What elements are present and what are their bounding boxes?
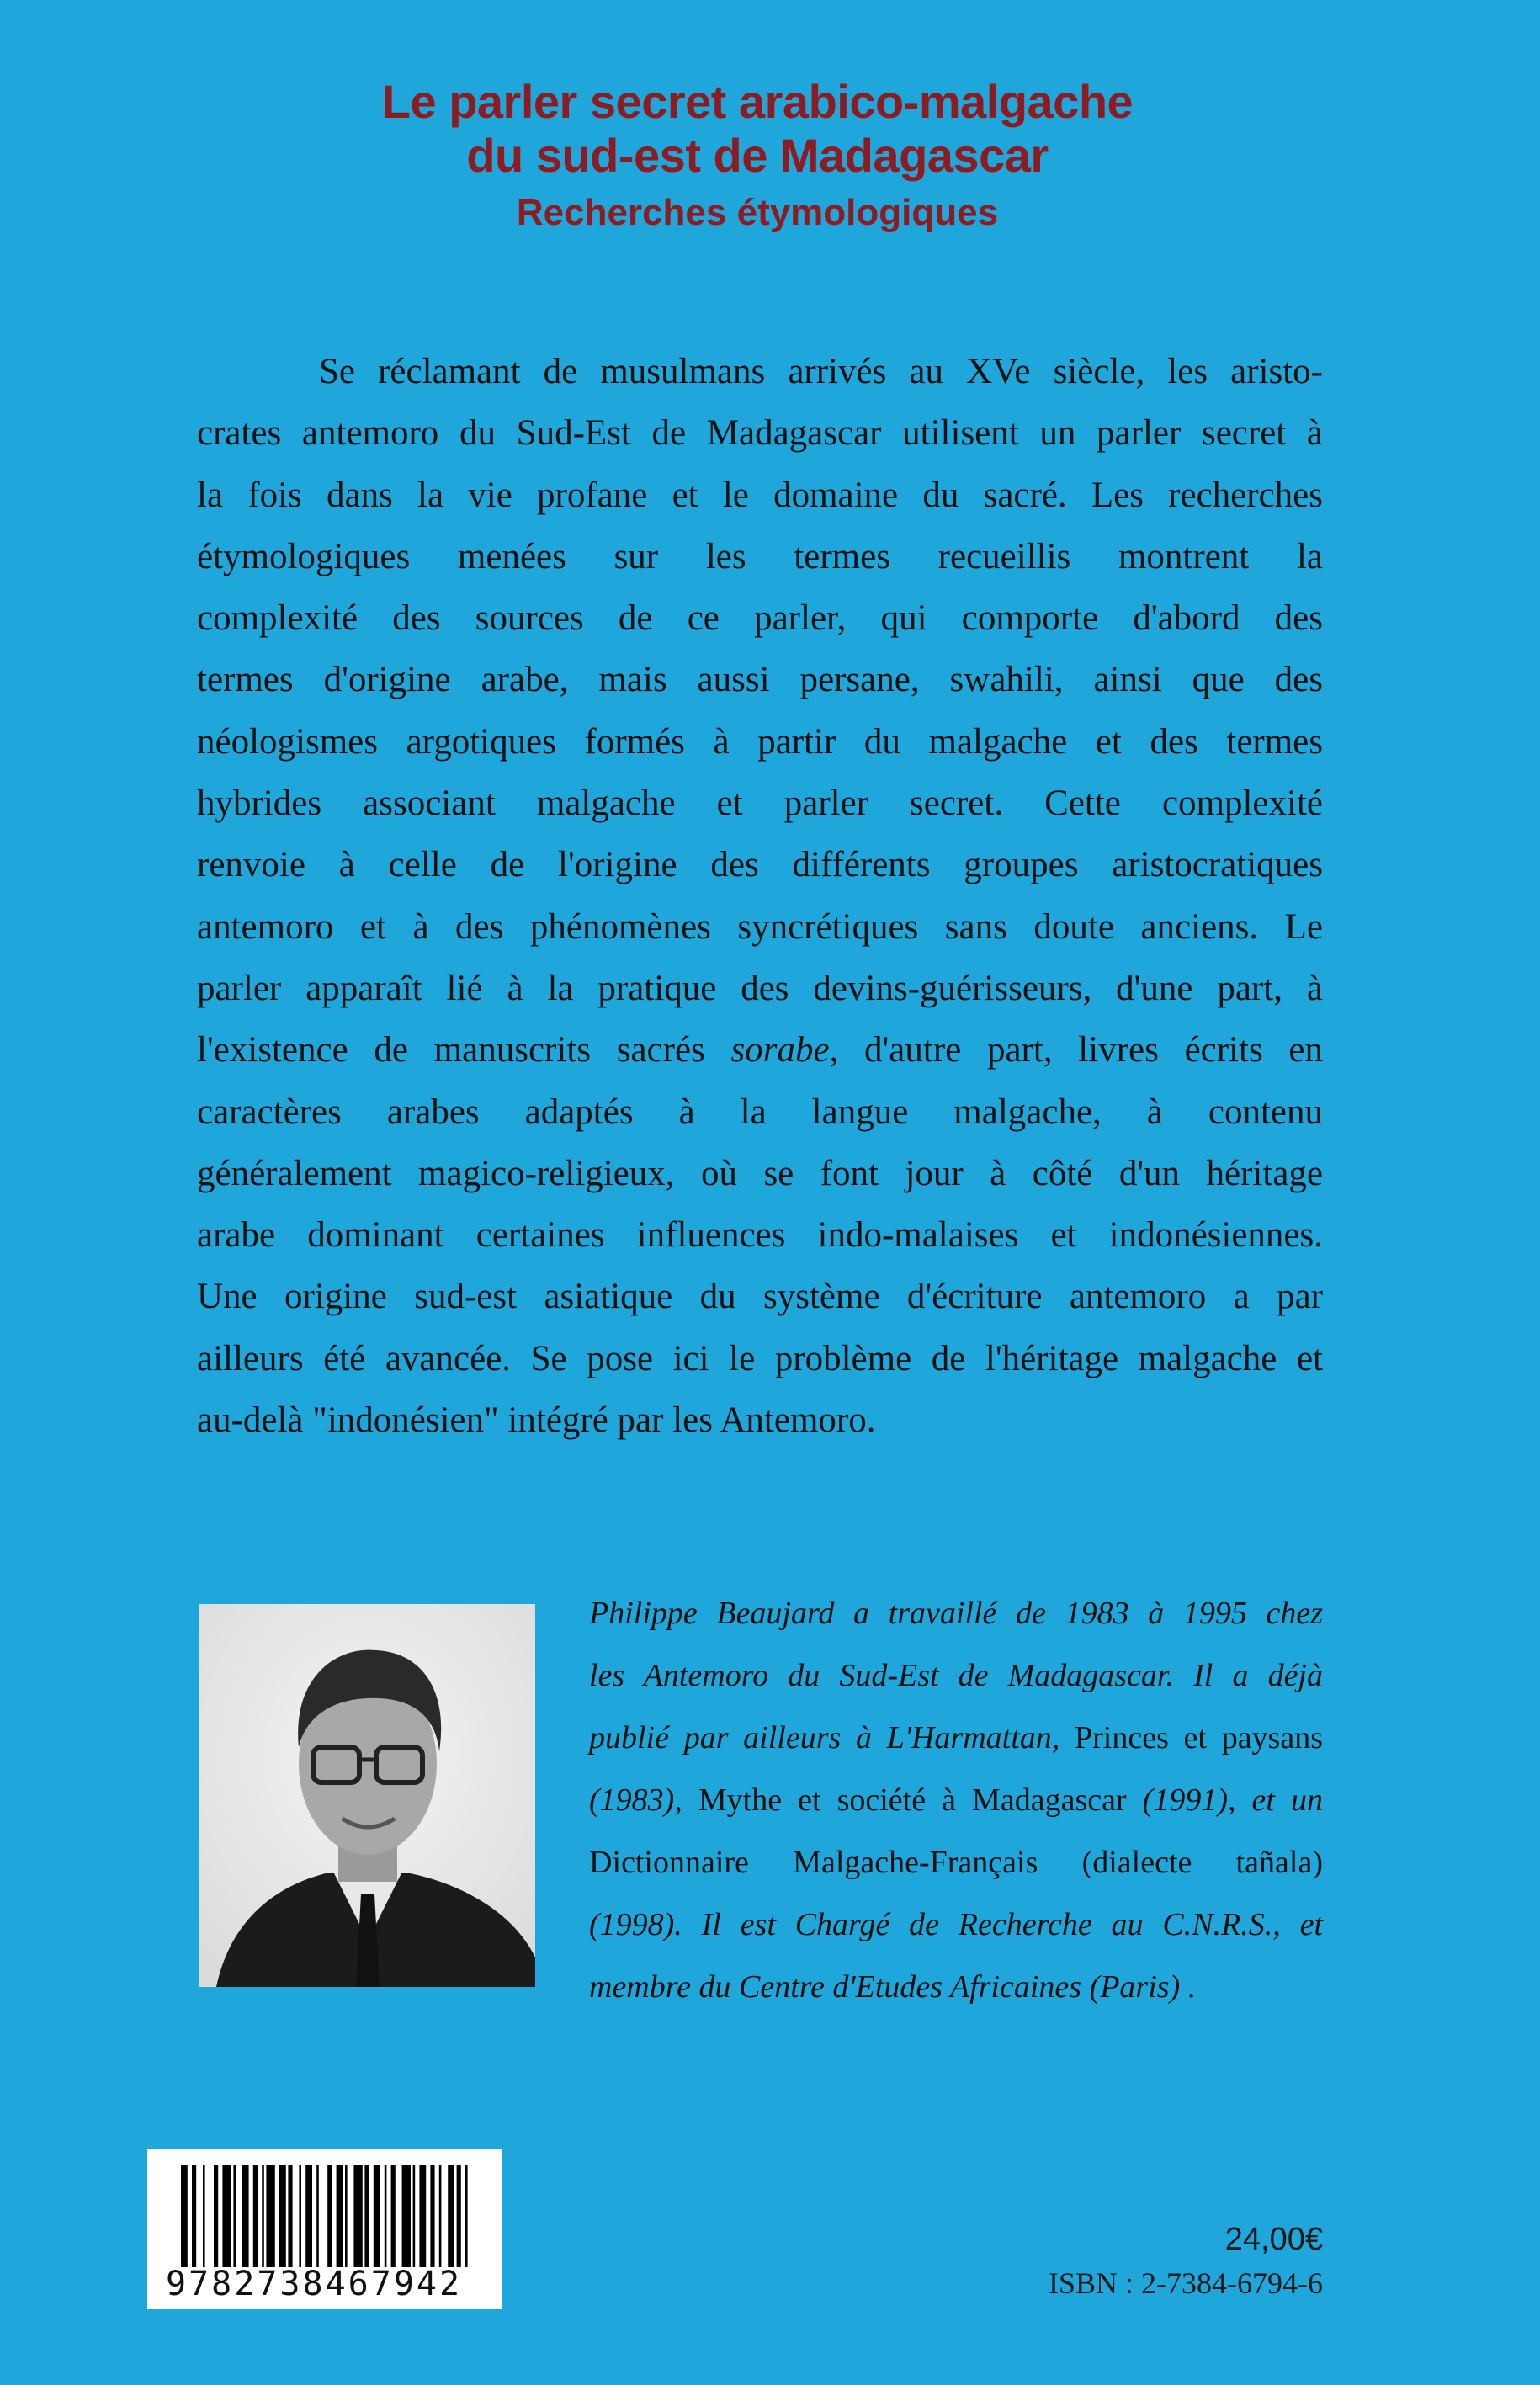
barcode-bar: [364, 2165, 369, 2271]
barcode-bar: [222, 2165, 231, 2271]
price: 24,00€: [1224, 2222, 1323, 2257]
text-segment: Une origine sud-est asiatique du système d'écriture antemoro a par: [197, 1277, 1323, 1317]
text-segment: Princes et paysans: [1074, 1720, 1323, 1756]
text-segment: caractères arabes adaptés à la langue malgache, à contenu: [197, 1092, 1323, 1132]
text-line: [589, 1644, 1323, 1707]
text-line: [197, 1266, 1323, 1327]
barcode-bar: [253, 2165, 258, 2271]
isbn: ISBN : 2-7384-6794-6: [1049, 2266, 1323, 2300]
barcode-bar: [299, 2165, 301, 2271]
text-segment: arabe dominant certaines influences indo-malaises et indonésiennes.: [197, 1215, 1323, 1256]
barcode-bar: [391, 2165, 396, 2271]
barcode-bar: [262, 2165, 264, 2271]
text-segment: la fois dans la vie profane et le domaine du sacré. Les recherches: [197, 475, 1323, 515]
text-line: [197, 341, 1323, 402]
barcode-bar: [419, 2165, 426, 2271]
barcode-bar: [192, 2165, 196, 2271]
text-line: [197, 1019, 1323, 1081]
barcode-bar: [430, 2165, 434, 2271]
text-segment: Dictionnaire Malgache-Français (dialecte tañala): [589, 1845, 1323, 1880]
text-line: [197, 834, 1323, 895]
text-line: [197, 465, 1323, 526]
text-segment: au-delà "indonésien" intégré par les Antemoro.: [197, 1400, 876, 1441]
text-line: [589, 1707, 1323, 1769]
barcode-bar: [203, 2165, 205, 2271]
barcode-bar: [345, 2165, 348, 2271]
barcode-bar: [242, 2165, 249, 2271]
barcode-bar: [402, 2165, 411, 2271]
barcode-bar: [337, 2165, 343, 2271]
text-segment: les Antemoro du Sud-Est de Madagascar. Il a déjà: [589, 1658, 1323, 1693]
text-segment: Se réclamant de musulmans arrivés au XVe siècle, les aristo-: [319, 352, 1323, 391]
barcode-bar: [439, 2165, 442, 2271]
barcode-bar: [214, 2165, 218, 2271]
barcode-bar: [316, 2165, 319, 2271]
barcode-bar: [457, 2165, 461, 2271]
text-segment: Mythe et société à Madagascar: [698, 1782, 1143, 1818]
text-line: [197, 402, 1323, 464]
barcode-bar: [327, 2165, 332, 2271]
text-line: [197, 896, 1323, 958]
text-line: [197, 1328, 1323, 1389]
text-line: [197, 773, 1323, 834]
author-photo: [199, 1604, 535, 1987]
barcode-bar: [413, 2165, 416, 2271]
barcode-bar: [465, 2165, 468, 2271]
barcode-bar: [448, 2165, 454, 2271]
text-segment: , d'autre part, livres écrits en: [829, 1030, 1323, 1070]
barcode-bar: [353, 2165, 362, 2271]
text-line: [197, 1389, 1323, 1451]
text-segment: parler apparaît lié à la pratique des devins-guérisseurs, d'une part, à: [197, 968, 1323, 1008]
text-segment: étymologiques menées sur les termes recueillis montrent la: [197, 536, 1323, 576]
barcode-bar: [181, 2165, 188, 2271]
text-segment: termes d'origine arabe, mais aussi persane, swahili, ainsi que des: [197, 660, 1323, 700]
text-line: [589, 1894, 1323, 1956]
text-line: [589, 1582, 1323, 1644]
text-line: [197, 649, 1323, 710]
barcode-bar: [374, 2165, 380, 2271]
text-line: [197, 1204, 1323, 1266]
text-line: [197, 1143, 1323, 1204]
text-line: [197, 587, 1323, 649]
author-bio: [589, 1582, 1323, 2018]
text-segment: crates antemoro du Sud-Est de Madagascar utilisent un parler secret à: [197, 413, 1323, 454]
text-line: [197, 526, 1323, 587]
barcode-bar: [288, 2165, 292, 2271]
text-line: [197, 1081, 1323, 1143]
text-segment: renvoie à celle de l'origine des différents groupes aristocratiques: [197, 845, 1323, 885]
barcode-bar: [385, 2165, 387, 2271]
text-segment: hybrides associant malgache et parler secret. Cette complexité: [197, 783, 1323, 824]
text-line: [589, 1831, 1323, 1894]
text-segment: l'existence de manuscrits sacrés: [197, 1030, 731, 1070]
text-segment: (1991), et un: [1142, 1782, 1323, 1818]
barcode-bar: [279, 2165, 286, 2271]
text-segment: Philippe Beaujard a travaillé de 1983 à 1995 chez: [589, 1596, 1323, 1631]
text-segment: néologismes argotiques formés à partir du malgache et des termes: [197, 721, 1323, 762]
barcode-digits: 9782738467942: [166, 2267, 486, 2301]
barcode: [147, 2149, 502, 2309]
barcode-bar: [266, 2165, 274, 2271]
book-title-line-2: du sud-est de Madagascar: [466, 129, 1049, 182]
text-segment: publié par ailleurs à L'Harmattan,: [589, 1720, 1075, 1756]
text-line: [589, 1956, 1323, 2018]
book-subtitle: Recherches étymologiques: [516, 192, 999, 233]
text-segment: ailleurs été avancée. Se pose ici le problème de l'héritage malgache et: [197, 1338, 1323, 1378]
text-segment: (1983),: [589, 1782, 698, 1818]
barcode-bar: [233, 2165, 236, 2271]
text-line: [589, 1769, 1323, 1831]
text-segment: généralement magico-religieux, où se font jour à côté d'un héritage: [197, 1153, 1323, 1193]
text-segment: complexité des sources de ce parler, qui comporte d'abord des: [197, 598, 1323, 639]
text-segment: membre du Centre d'Etudes Africaines (Paris) .: [589, 1969, 1197, 2005]
barcode-bar: [305, 2165, 312, 2271]
text-segment: sorabe: [730, 1030, 830, 1070]
text-segment: antemoro et à des phénomènes syncrétiques sans doute anciens. Le: [197, 906, 1323, 947]
text-line: [197, 958, 1323, 1019]
text-segment: (1998). Il est Chargé de Recherche au C.N.R.S., et: [589, 1907, 1323, 1942]
summary-text: [197, 341, 1323, 1451]
text-line: [197, 711, 1323, 773]
book-title-line-1: Le parler secret arabico-malgache: [381, 75, 1134, 128]
